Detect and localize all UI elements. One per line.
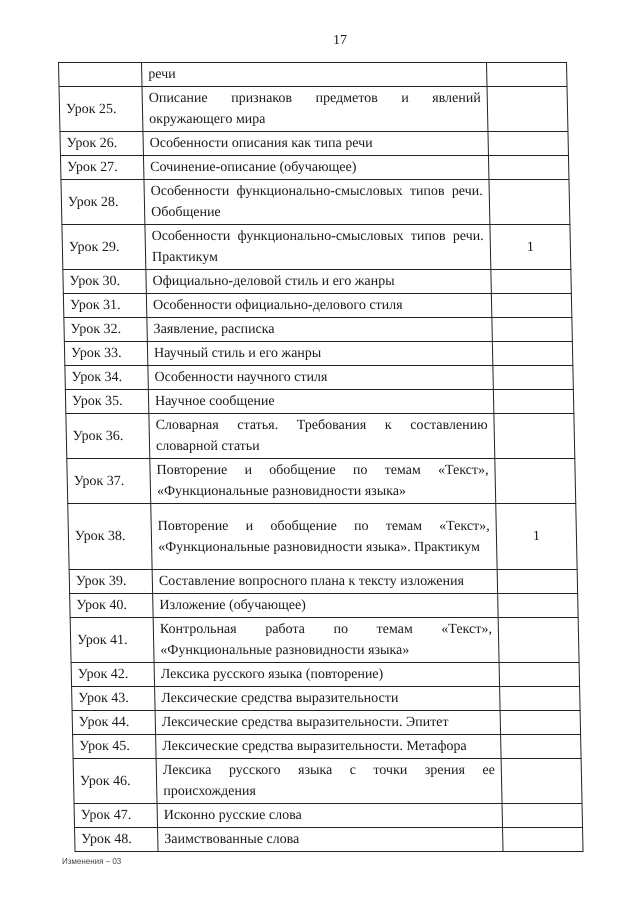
table-row bbox=[64, 342, 573, 366]
table-row bbox=[72, 711, 581, 735]
lesson-topic-cell: Заявление, расписка bbox=[147, 318, 493, 342]
lesson-hours-cell bbox=[492, 342, 573, 366]
lesson-number-cell: Урок 28. bbox=[61, 180, 145, 225]
table-row bbox=[60, 132, 569, 156]
table-row bbox=[73, 735, 582, 759]
lesson-hours-cell bbox=[502, 804, 583, 828]
lesson-number-cell: Урок 39. bbox=[69, 570, 153, 594]
table-row bbox=[61, 180, 570, 225]
lesson-hours-cell bbox=[498, 618, 579, 663]
lesson-topic-cell: Изложение (обучающее) bbox=[153, 594, 499, 618]
lesson-topic-cell: Особенности описания как типа речи bbox=[143, 132, 489, 156]
lesson-hours-cell bbox=[487, 87, 568, 132]
table-row bbox=[62, 225, 571, 270]
table-row bbox=[59, 87, 568, 132]
lesson-number-cell bbox=[59, 63, 143, 87]
lesson-topic-cell: Научное сообщение bbox=[148, 390, 494, 414]
lesson-hours-cell bbox=[493, 390, 574, 414]
lesson-number-cell: Урок 38. bbox=[68, 504, 152, 570]
table-row bbox=[68, 504, 577, 570]
footer-revision: Изменения – 03 bbox=[62, 857, 122, 866]
lesson-topic-cell: Официально-деловой стиль и его жанры bbox=[146, 270, 492, 294]
table-row bbox=[60, 156, 569, 180]
lesson-number-cell: Урок 33. bbox=[64, 342, 148, 366]
lesson-number-cell: Урок 27. bbox=[60, 156, 144, 180]
lesson-topic-cell: Контрольная работа по темам «Текст», «Функциональные разновидности языка» bbox=[153, 618, 499, 663]
lesson-hours-cell bbox=[499, 663, 580, 687]
lesson-number-cell: Урок 37. bbox=[67, 459, 151, 504]
lesson-hours-cell: 1 bbox=[490, 225, 571, 270]
lesson-hours-cell bbox=[489, 180, 570, 225]
lesson-hours-cell bbox=[488, 132, 569, 156]
lesson-number-cell: Урок 46. bbox=[73, 759, 157, 804]
lesson-hours-cell bbox=[501, 735, 582, 759]
lesson-topic-cell: Сочинение-описание (обучающее) bbox=[143, 156, 489, 180]
lesson-hours-cell bbox=[492, 318, 573, 342]
lesson-number-cell: Урок 42. bbox=[71, 663, 155, 687]
table-row bbox=[70, 618, 579, 663]
lesson-topic-cell: Описание признаков предметов и явлений окружающего мира bbox=[142, 87, 488, 132]
lesson-number-cell: Урок 31. bbox=[63, 294, 147, 318]
lesson-hours-cell bbox=[500, 711, 581, 735]
table-row bbox=[71, 663, 580, 687]
lesson-topic-cell: Заимствованные слова bbox=[158, 828, 504, 852]
lesson-number-cell: Урок 35. bbox=[65, 390, 149, 414]
lesson-number-cell: Урок 29. bbox=[62, 225, 146, 270]
lesson-topic-cell: Лексические средства выразительности bbox=[155, 687, 501, 711]
lesson-hours-cell bbox=[494, 414, 575, 459]
table-row bbox=[67, 459, 576, 504]
lesson-number-cell: Урок 48. bbox=[75, 828, 159, 852]
table-row bbox=[70, 594, 579, 618]
table-row bbox=[72, 687, 581, 711]
table-row bbox=[73, 759, 582, 804]
lesson-number-cell: Урок 30. bbox=[63, 270, 147, 294]
lesson-topic-cell: Особенности официально-делового стиля bbox=[146, 294, 492, 318]
lesson-topic-cell: Особенности функционально-смысловых типов речи. Обобщение bbox=[144, 180, 490, 225]
table-row bbox=[63, 294, 572, 318]
lesson-hours-cell bbox=[500, 687, 581, 711]
lesson-number-cell: Урок 45. bbox=[73, 735, 157, 759]
lesson-number-cell: Урок 44. bbox=[72, 711, 156, 735]
table-row bbox=[65, 366, 574, 390]
lesson-hours-cell bbox=[493, 366, 574, 390]
lesson-hours-cell bbox=[487, 63, 568, 87]
lesson-topic-cell: Словарная статья. Требования к составлению словарной статьи bbox=[149, 414, 495, 459]
lesson-number-cell: Урок 43. bbox=[72, 687, 156, 711]
lesson-topic-cell: Лексические средства выразительности. Метафора bbox=[156, 735, 502, 759]
lesson-hours-cell: 1 bbox=[496, 504, 577, 570]
lesson-topic-cell: Лексика русского языка с точки зрения ее происхождения bbox=[156, 759, 502, 804]
lesson-number-cell: Урок 41. bbox=[70, 618, 154, 663]
lesson-hours-cell bbox=[488, 156, 569, 180]
table-row bbox=[63, 270, 572, 294]
table-row bbox=[65, 390, 574, 414]
table-row bbox=[59, 63, 568, 87]
lesson-hours-cell bbox=[491, 294, 572, 318]
lesson-topic-cell: Лексические средства выразительности. Эпитет bbox=[155, 711, 501, 735]
lesson-topic-cell: Повторение и обобщение по темам «Текст», «Функциональные разновидности языка» bbox=[150, 459, 496, 504]
lesson-hours-cell bbox=[503, 828, 584, 852]
lesson-topic-cell: речи bbox=[142, 63, 488, 87]
lesson-number-cell: Урок 47. bbox=[74, 804, 158, 828]
lesson-number-cell: Урок 25. bbox=[59, 87, 143, 132]
lesson-topic-cell: Повторение и обобщение по темам «Текст», «Функциональные разновидности языка». Практикум bbox=[151, 504, 497, 570]
lesson-number-cell: Урок 40. bbox=[70, 594, 154, 618]
table-row bbox=[75, 828, 584, 852]
lesson-hours-cell bbox=[491, 270, 572, 294]
lesson-topic-cell: Лексика русского языка (повторение) bbox=[154, 663, 500, 687]
page-number: 17 bbox=[333, 33, 347, 48]
table-row bbox=[69, 570, 578, 594]
lesson-topic-cell: Исконно русские слова bbox=[157, 804, 503, 828]
table-row bbox=[64, 318, 573, 342]
lesson-topic-cell: Особенности функционально-смысловых типов речи. Практикум bbox=[145, 225, 491, 270]
lesson-number-cell: Урок 36. bbox=[66, 414, 150, 459]
lesson-topic-cell: Особенности научного стиля bbox=[148, 366, 494, 390]
table-row bbox=[74, 804, 583, 828]
lesson-hours-cell bbox=[501, 759, 582, 804]
lesson-plan-table bbox=[58, 62, 584, 852]
table-row bbox=[66, 414, 575, 459]
lesson-number-cell: Урок 34. bbox=[65, 366, 149, 390]
lesson-number-cell: Урок 26. bbox=[60, 132, 144, 156]
lesson-hours-cell bbox=[498, 594, 579, 618]
lesson-topic-cell: Научный стиль и его жанры bbox=[147, 342, 493, 366]
lesson-hours-cell bbox=[495, 459, 576, 504]
lesson-hours-cell bbox=[497, 570, 578, 594]
lesson-number-cell: Урок 32. bbox=[64, 318, 148, 342]
lesson-topic-cell: Составление вопросного плана к тексту изложения bbox=[152, 570, 498, 594]
